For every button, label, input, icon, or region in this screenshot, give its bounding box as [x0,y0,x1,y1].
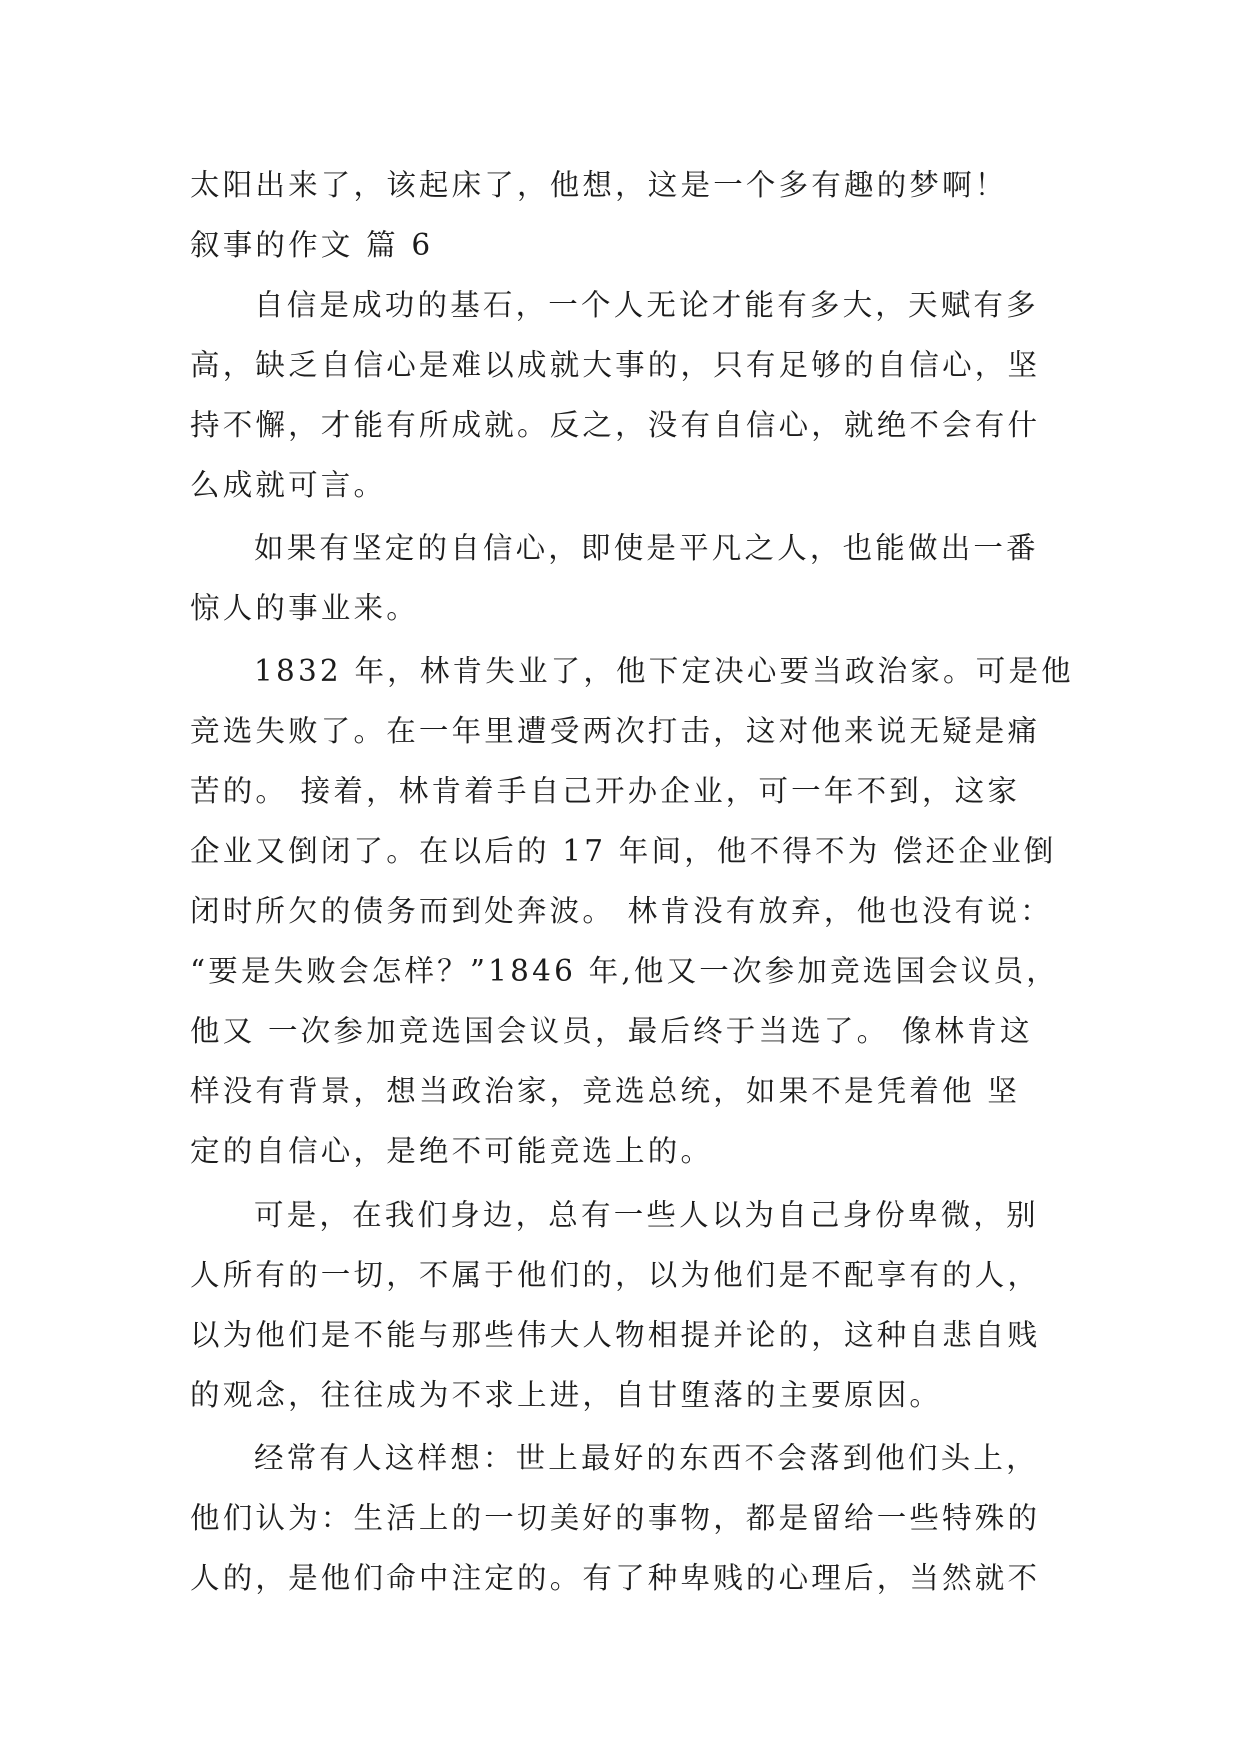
text-line: 的观念，往往成为不求上进，自甘堕落的主要原因。 [190,1378,943,1412]
text-line: 企业又倒闭了。在以后的 17 年间，他不得不为 偿还企业倒 [190,834,1057,868]
text-line: 人所有的一切，不属于他们的，以为他们是不配享有的人， [190,1258,1041,1292]
text-line: 经常有人这样想：世上最好的东西不会落到他们头上， [254,1441,1039,1475]
text-line: 1832 年，林肯失业了，他下定决心要当政治家。可是他 [254,654,1074,688]
text-line: 如果有坚定的自信心，即使是平凡之人，也能做出一番 [254,531,1039,565]
text-line: 样没有背景，想当政治家，竞选总统，如果不是凭着他 坚 [190,1074,1021,1108]
section-heading: 叙事的作文 篇 6 [190,228,434,262]
text-line: 可是，在我们身边，总有一些人以为自己身份卑微，别 [254,1198,1039,1232]
text-line: 么成就可言。 [190,468,387,502]
text-line: 惊人的事业来。 [190,591,419,625]
text-line: 人的，是他们命中注定的。有了种卑贱的心理后，当然就不 [190,1561,1041,1595]
text-line: 自信是成功的基石，一个人无论才能有多大，天赋有多 [254,288,1039,322]
text-line: 定的自信心，是绝不可能竞选上的。 [190,1134,714,1168]
text-line: 高，缺乏自信心是难以成就大事的，只有足够的自信心，坚 [190,348,1041,382]
text-line: “要是失败会怎样？”1846 年,他又一次参加竞选国会议员， [190,954,1059,988]
text-line: 竞选失败了。在一年里遭受两次打击，这对他来说无疑是痛 [190,714,1041,748]
text-line: 他们认为：生活上的一切美好的事物，都是留给一些特殊的 [190,1501,1041,1535]
text-line: 他又 一次参加竞选国会议员，最后终于当选了。 像林肯这 [190,1014,1033,1048]
text-line: 太阳出来了，该起床了，他想，这是一个多有趣的梦啊！ [190,168,1008,202]
text-line: 闭时所欠的债务而到处奔波。 林肯没有放弃，他也没有说： [190,894,1053,928]
text-line: 持不懈，才能有所成就。反之，没有自信心，就绝不会有什 [190,408,1041,442]
text-line: 苦的。 接着，林肯着手自己开办企业，可一年不到，这家 [190,774,1021,808]
text-line: 以为他们是不能与那些伟大人物相提并论的，这种自悲自贱 [190,1318,1041,1352]
